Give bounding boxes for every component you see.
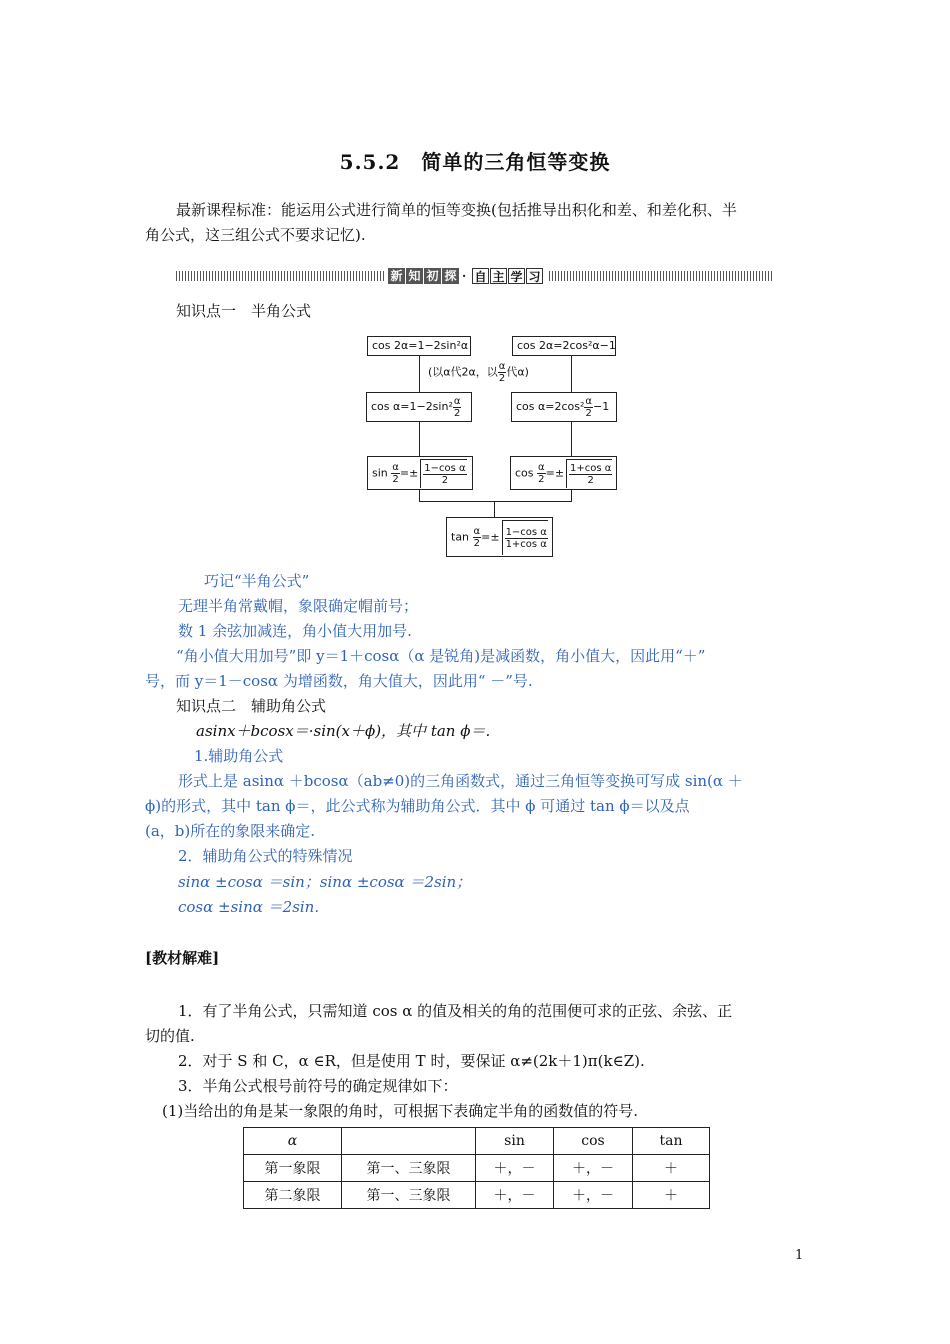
flow-note-text: (以α代2α，以 (428, 365, 498, 379)
table-cell: ＋ (633, 1155, 710, 1182)
table-cell: 第一、三象限 (342, 1182, 476, 1209)
flow-text: =± (399, 466, 419, 480)
sqrt-sign (566, 459, 612, 488)
half-frac (453, 396, 462, 419)
flow-text: tan (451, 530, 470, 544)
frac-den: 2 (392, 474, 399, 485)
flow-text: =± (545, 466, 565, 480)
frac-den: 1+cos α (505, 538, 547, 550)
banner-char: 新 (388, 268, 405, 284)
flow-box-cos-half (510, 456, 617, 490)
table-header-cell: cos (554, 1128, 633, 1155)
table-cell: 第一、三象限 (342, 1155, 476, 1182)
flow-box-sin-half (367, 456, 473, 490)
table-cell: ＋，－ (476, 1155, 554, 1182)
banner-char: 习 (526, 268, 543, 284)
frac-num: α (453, 395, 461, 407)
half-frac (391, 462, 400, 485)
standard-line-1: 最新课程标准：能运用公式进行简单的恒等变换(包括推导出积化和差、和差化积、半 (176, 201, 737, 219)
table-header-cell: α (244, 1128, 342, 1155)
page-number: 1 (795, 1248, 804, 1263)
flow-box-cos2a-sin: cos 2α=1−2sin²α (367, 336, 471, 356)
aux-sub1-line-2: ϕ)的形式，其中 tan ϕ＝，此公式称为辅助角公式．其中 ϕ 可通过 tan ϕ＝以及点 (145, 797, 690, 815)
kp2-heading: 知识点二 辅助角公式 (176, 697, 327, 715)
radicand (505, 527, 548, 550)
flow-text: cos α=1−2sin² (371, 400, 453, 413)
table-header-row (244, 1128, 710, 1155)
flow-box-cosa-sin (366, 392, 472, 422)
flow-text: =± (481, 530, 500, 544)
banner-char: 知 (406, 268, 423, 284)
banner-char: 主 (490, 268, 507, 284)
half-frac (584, 396, 593, 419)
frac-num: α (538, 462, 545, 473)
banner-char: 自 (472, 268, 489, 284)
flow-text: sin (372, 466, 388, 480)
frac-num: α (473, 526, 481, 537)
frac-den: 2 (498, 373, 506, 384)
textbook-p4: (1)当给出的角是某一象限的角时，可根据下表确定半角的函数值的符号. (162, 1102, 639, 1120)
aux-sub2-line-2: cosα ±sinα ＝2sin. (178, 898, 320, 916)
half-frac (473, 526, 482, 549)
flow-box-tan-half (446, 517, 553, 557)
kp1-heading: 知识点一 半角公式 (176, 302, 312, 320)
flow-text: cos α=2cos² (516, 400, 585, 413)
table-header-cell (342, 1128, 476, 1155)
tip-line-1: 无理半角常戴帽，象限确定帽前号； (178, 597, 419, 615)
frac-num: 1−cos α (505, 526, 547, 538)
table-row (244, 1182, 710, 1209)
tip-title: 巧记“半角公式” (204, 572, 310, 590)
sqrt-sign (502, 520, 548, 555)
frac-num: α (392, 462, 399, 473)
standard-line-2: 角公式，这三组公式不要求记忆). (145, 226, 366, 244)
banner-char: 初 (424, 268, 441, 284)
half-frac (537, 462, 546, 485)
frac-den: 2 (585, 407, 592, 419)
textbook-p3: 3．半角公式根号前符号的确定规律如下： (178, 1077, 458, 1095)
frac-den: 2 (441, 474, 449, 486)
radicand (569, 463, 612, 486)
banner-dot: · (462, 269, 467, 283)
textbook-heading: [教材解难] (145, 949, 220, 967)
banner-char: 学 (508, 268, 525, 284)
frac-den: 2 (538, 474, 545, 485)
flow-substitution-note (428, 361, 529, 384)
table-cell: ＋，－ (554, 1155, 633, 1182)
tip-line-2: 数 1 余弦加减连，角小值大用加号. (178, 622, 412, 640)
table-cell: 第二象限 (244, 1182, 342, 1209)
half-angle-flowchart (0, 0, 950, 600)
aux-sub1-title: 1.辅助角公式 (194, 747, 284, 765)
aux-sub1-line-3: (a，b)所在的象限来确定. (145, 822, 316, 840)
frac-den: 2 (473, 538, 481, 549)
table-header-cell: tan (633, 1128, 710, 1155)
frac-den: 2 (453, 407, 461, 419)
radicand (423, 463, 466, 486)
flow-box-cos2a-cos: cos 2α=2cos²α−1 (512, 336, 616, 356)
sqrt-sign (420, 459, 466, 488)
tip-explanation-1: “角小值大用加号”即 y＝1＋cosα（α 是锐角)是减函数，角小值大，因此用“＋” (176, 647, 706, 665)
flow-text: cos (515, 466, 534, 480)
flow-box-cosa-cos (511, 392, 617, 422)
aux-sub2-line-1: sinα ±cosα ＝sin；sinα ±cosα ＝2sin； (178, 873, 472, 891)
frac-num: α (498, 361, 506, 372)
table-cell: ＋，－ (476, 1182, 554, 1209)
half-angle-sign-table (243, 1127, 710, 1209)
textbook-p1-line-2: 切的值. (145, 1027, 195, 1045)
frac-num: 1−cos α (424, 462, 466, 474)
page-title: 5.5.2 简单的三角恒等变换 (339, 150, 611, 174)
aux-angle-formula: asinx＋bcosx＝·sin(x＋ϕ)，其中 tan ϕ＝. (196, 722, 491, 740)
tip-explanation-2: 号，而 y＝1－cosα 为增函数，角大值大，因此用“ －”号. (145, 672, 533, 690)
frac-num: α (585, 395, 592, 407)
table-row (244, 1155, 710, 1182)
frac-den: 2 (587, 474, 594, 486)
flow-text: −1 (592, 400, 610, 413)
textbook-p2: 2．对于 S 和 C，α ∈R，但是使用 T 时，要保证 α≠(2k＋1)π(k∈Z). (178, 1052, 645, 1070)
textbook-p1-line-1: 1．有了半角公式，只需知道 cos α 的值及相关的角的范围便可求的正弦、余弦、正 (178, 1002, 733, 1020)
flow-note-text: 代α) (506, 365, 529, 379)
table-header-cell: sin (476, 1128, 554, 1155)
banner-char: 探 (442, 268, 459, 284)
table-cell: 第一象限 (244, 1155, 342, 1182)
table-cell: ＋ (633, 1182, 710, 1209)
aux-sub2-title: 2．辅助角公式的特殊情况 (178, 847, 353, 865)
frac-num: 1+cos α (570, 462, 612, 474)
aux-sub1-line-1: 形式上是 asinα ＋bcosα（ab≠0)的三角函数式，通过三角恒等变换可写成 sin(α ＋ (178, 772, 743, 790)
table-cell: ＋，－ (554, 1182, 633, 1209)
